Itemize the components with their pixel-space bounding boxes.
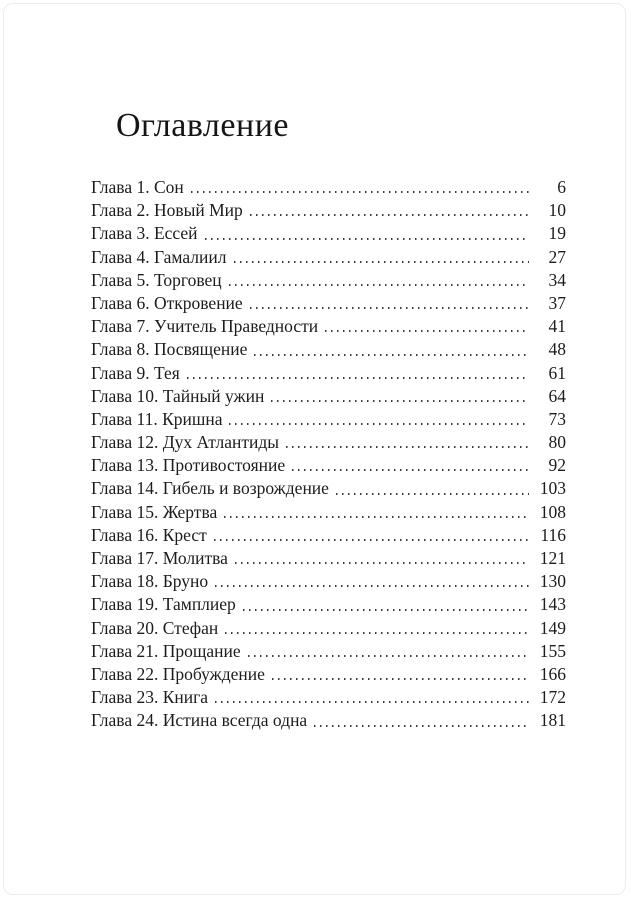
toc-entry-label: Глава 13. Противостояние (91, 455, 286, 476)
toc-entry-page: 19 (548, 223, 566, 244)
toc-entry (91, 593, 566, 616)
toc-entry (91, 292, 566, 315)
toc-entry-label: Глава 5. Торговец (91, 269, 222, 290)
toc-entry-page: 103 (539, 478, 566, 499)
toc-entry (91, 686, 566, 709)
toc-entry-label: Глава 22. Пробуждение (91, 663, 265, 684)
toc-entry-label: Глава 6. Откровение (91, 292, 243, 313)
toc-entry-page: 116 (540, 524, 566, 545)
toc-entry (91, 617, 566, 640)
toc-entry-label: Глава 1. Сон (91, 177, 184, 197)
toc-entry (91, 570, 566, 593)
toc-entry-label: Глава 2. Новый Мир (91, 200, 243, 221)
dot-leader (235, 562, 529, 564)
dot-leader (224, 516, 529, 518)
toc-entry (91, 431, 566, 454)
toc-entry-page: 121 (539, 548, 566, 568)
dot-leader (292, 469, 529, 471)
toc-entry-label: Глава 8. Посвящение (91, 339, 248, 360)
toc-entry (91, 269, 566, 292)
toc-entry (91, 663, 566, 686)
toc-entry-page: 27 (548, 246, 566, 267)
table-of-contents (91, 176, 566, 733)
dot-leader (215, 585, 529, 587)
dot-leader (225, 632, 529, 634)
toc-entry (91, 709, 566, 732)
dot-leader (205, 238, 529, 240)
toc-entry-label: Глава 10. Тайный ужин (91, 385, 265, 406)
toc-entry (91, 176, 566, 199)
dot-leader (229, 423, 529, 425)
dot-leader (314, 725, 529, 727)
book-page (3, 3, 626, 895)
dot-leader (272, 678, 529, 680)
toc-entry-label: Глава 24. Истина всегда одна (91, 710, 308, 731)
toc-entry (91, 362, 566, 385)
toc-entry (91, 408, 566, 431)
page-title: Оглавление (116, 106, 289, 144)
dot-leader (286, 446, 529, 448)
dot-leader (250, 307, 529, 309)
toc-entry-page: 181 (539, 710, 566, 731)
toc-entry-page: 10 (548, 200, 566, 221)
toc-entry-page: 143 (539, 594, 566, 615)
toc-entry (91, 501, 566, 524)
toc-entry-label: Глава 23. Книга (91, 687, 209, 708)
toc-entry-page: 166 (539, 663, 566, 684)
toc-entry-page: 48 (548, 339, 566, 360)
dot-leader (250, 214, 529, 216)
toc-entry (91, 640, 566, 663)
toc-entry-label: Глава 12. Дух Атлантиды (91, 432, 280, 453)
toc-entry-label: Глава 21. Прощание (91, 640, 241, 661)
toc-entry-page: 172 (539, 687, 566, 708)
toc-entry-label: Глава 17. Молитва (91, 548, 228, 568)
toc-entry (91, 338, 566, 361)
toc-entry-label: Глава 15. Жертва (91, 501, 218, 522)
toc-entry-page: 6 (557, 177, 566, 197)
toc-entry (91, 547, 566, 570)
toc-entry-page: 37 (548, 292, 566, 313)
toc-entry-label: Глава 20. Стефан (91, 617, 219, 638)
dot-leader (254, 354, 529, 356)
toc-entry-page: 41 (548, 316, 566, 337)
toc-entry (91, 385, 566, 408)
dot-leader (234, 261, 530, 263)
toc-entry (91, 454, 566, 477)
dot-leader (215, 701, 529, 703)
toc-entry (91, 199, 566, 222)
dot-leader (187, 377, 529, 379)
dot-leader (325, 330, 529, 332)
toc-entry-label: Глава 4. Гамалиил (91, 246, 227, 267)
toc-entry-label: Глава 14. Гибель и возрождение (91, 478, 329, 499)
toc-entry-page: 34 (548, 269, 566, 290)
toc-entry (91, 477, 566, 500)
dot-leader (248, 655, 529, 657)
toc-entry (91, 315, 566, 338)
dot-leader (229, 284, 529, 286)
toc-entry-page: 64 (548, 385, 566, 406)
toc-entry (91, 222, 566, 245)
toc-entry-label: Глава 18. Бруно (91, 571, 209, 592)
dot-leader (191, 191, 529, 193)
toc-entry-page: 61 (548, 362, 566, 383)
toc-entry-label: Глава 11. Кришна (91, 408, 223, 429)
toc-entry-page: 149 (539, 617, 566, 638)
toc-entry (91, 524, 566, 547)
toc-entry-label: Глава 19. Тамплиер (91, 594, 236, 615)
toc-entry-label: Глава 16. Крест (91, 524, 207, 545)
toc-entry (91, 246, 566, 269)
toc-entry-page: 108 (539, 501, 566, 522)
toc-entry-page: 92 (548, 455, 566, 476)
toc-entry-label: Глава 7. Учитель Праведности (91, 316, 319, 337)
toc-entry-page: 130 (539, 571, 566, 592)
toc-entry-page: 80 (548, 432, 566, 453)
dot-leader (214, 539, 529, 541)
dot-leader (336, 493, 529, 495)
toc-entry-label: Глава 9. Тея (91, 362, 180, 383)
dot-leader (243, 609, 529, 611)
dot-leader (271, 400, 529, 402)
toc-entry-page: 73 (548, 408, 566, 429)
toc-entry-label: Глава 3. Ессей (91, 223, 198, 244)
toc-entry-page: 155 (539, 640, 566, 661)
